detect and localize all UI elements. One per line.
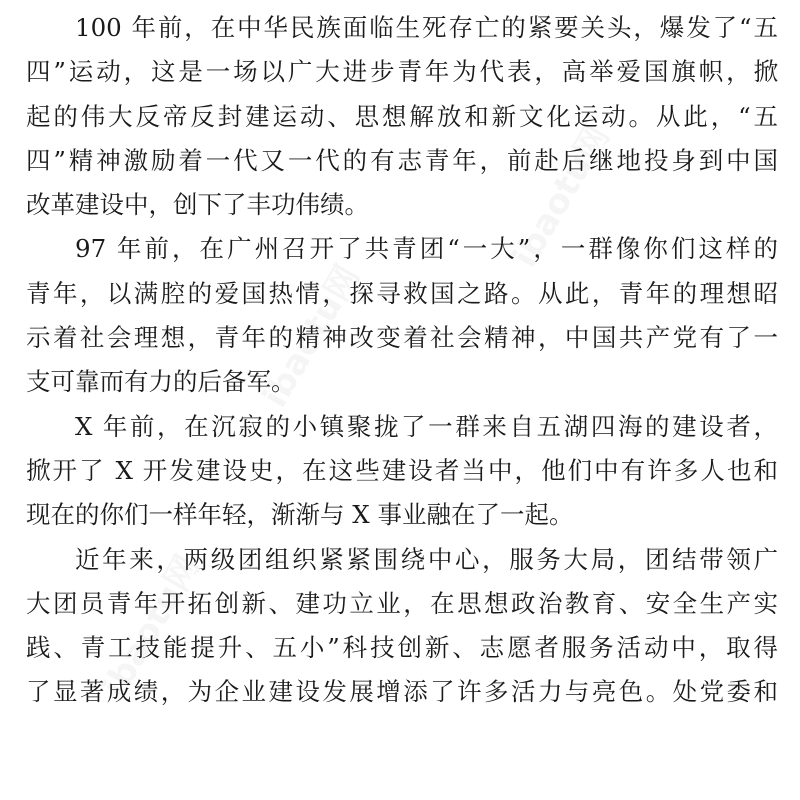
paragraph-3: [26, 405, 778, 538]
paragraph-line: 支可靠而有力的后备军。: [26, 367, 296, 397]
paragraph-line: 践、青工技能提升、五小”科技创新、志愿者服务活动中，取得: [26, 633, 778, 663]
paragraph-line: 青年，以满腔的爱国热情，探寻救国之路。从此，青年的理想昭: [26, 278, 778, 308]
paragraph-2: [26, 227, 778, 404]
paragraph-line: X 年前，在沉寂的小镇聚拢了一群来自五湖四海的建设者，: [75, 411, 778, 441]
paragraph-line: 掀开了 X 开发建设史，在这些建设者当中，他们中有许多人也和: [26, 455, 778, 485]
paragraph-line: 现在的你们一样年轻，渐渐与 X 事业融在了一起。: [26, 500, 574, 530]
watermark: ibaotu网: [504, 118, 618, 275]
paragraph-line: 大团员青年开拓创新、建功立业，在思想政治教育、安全生产实: [26, 588, 778, 618]
watermark: ibaotu网: [94, 548, 208, 705]
paragraph-line: 四”精神激励着一代又一代的有志青年，前赴后继地投身到中国: [26, 145, 778, 175]
document-body: [26, 6, 778, 715]
paragraph-line: 四”运动，这是一场以广大进步青年为代表，高举爱国旗帜，掀: [26, 57, 778, 87]
paragraph-line: 示着社会理想，青年的精神改变着社会精神，中国共产党有了一: [26, 323, 778, 353]
watermark: ibaotu网: [254, 258, 368, 415]
paragraph-line: 了显著成绩，为企业建设发展增添了许多活力与亮色。处党委和: [26, 677, 778, 707]
paragraph-line: 近年来，两级团组织紧紧围绕中心，服务大局，团结带领广: [75, 544, 778, 574]
paragraph-line: 100 年前，在中华民族面临生死存亡的紧要关头，爆发了“五: [75, 13, 778, 42]
paragraph-line: 97 年前，在广州召开了共青团“一大”，一群像你们这样的: [75, 234, 778, 264]
paragraph-line: 改革建设中，创下了丰功伟绩。: [26, 190, 369, 220]
paragraph-line: 起的伟大反帝反封建运动、思想解放和新文化运动。从此，“五: [26, 101, 778, 131]
paragraph-1: [26, 6, 778, 227]
paragraph-4: [26, 538, 778, 715]
